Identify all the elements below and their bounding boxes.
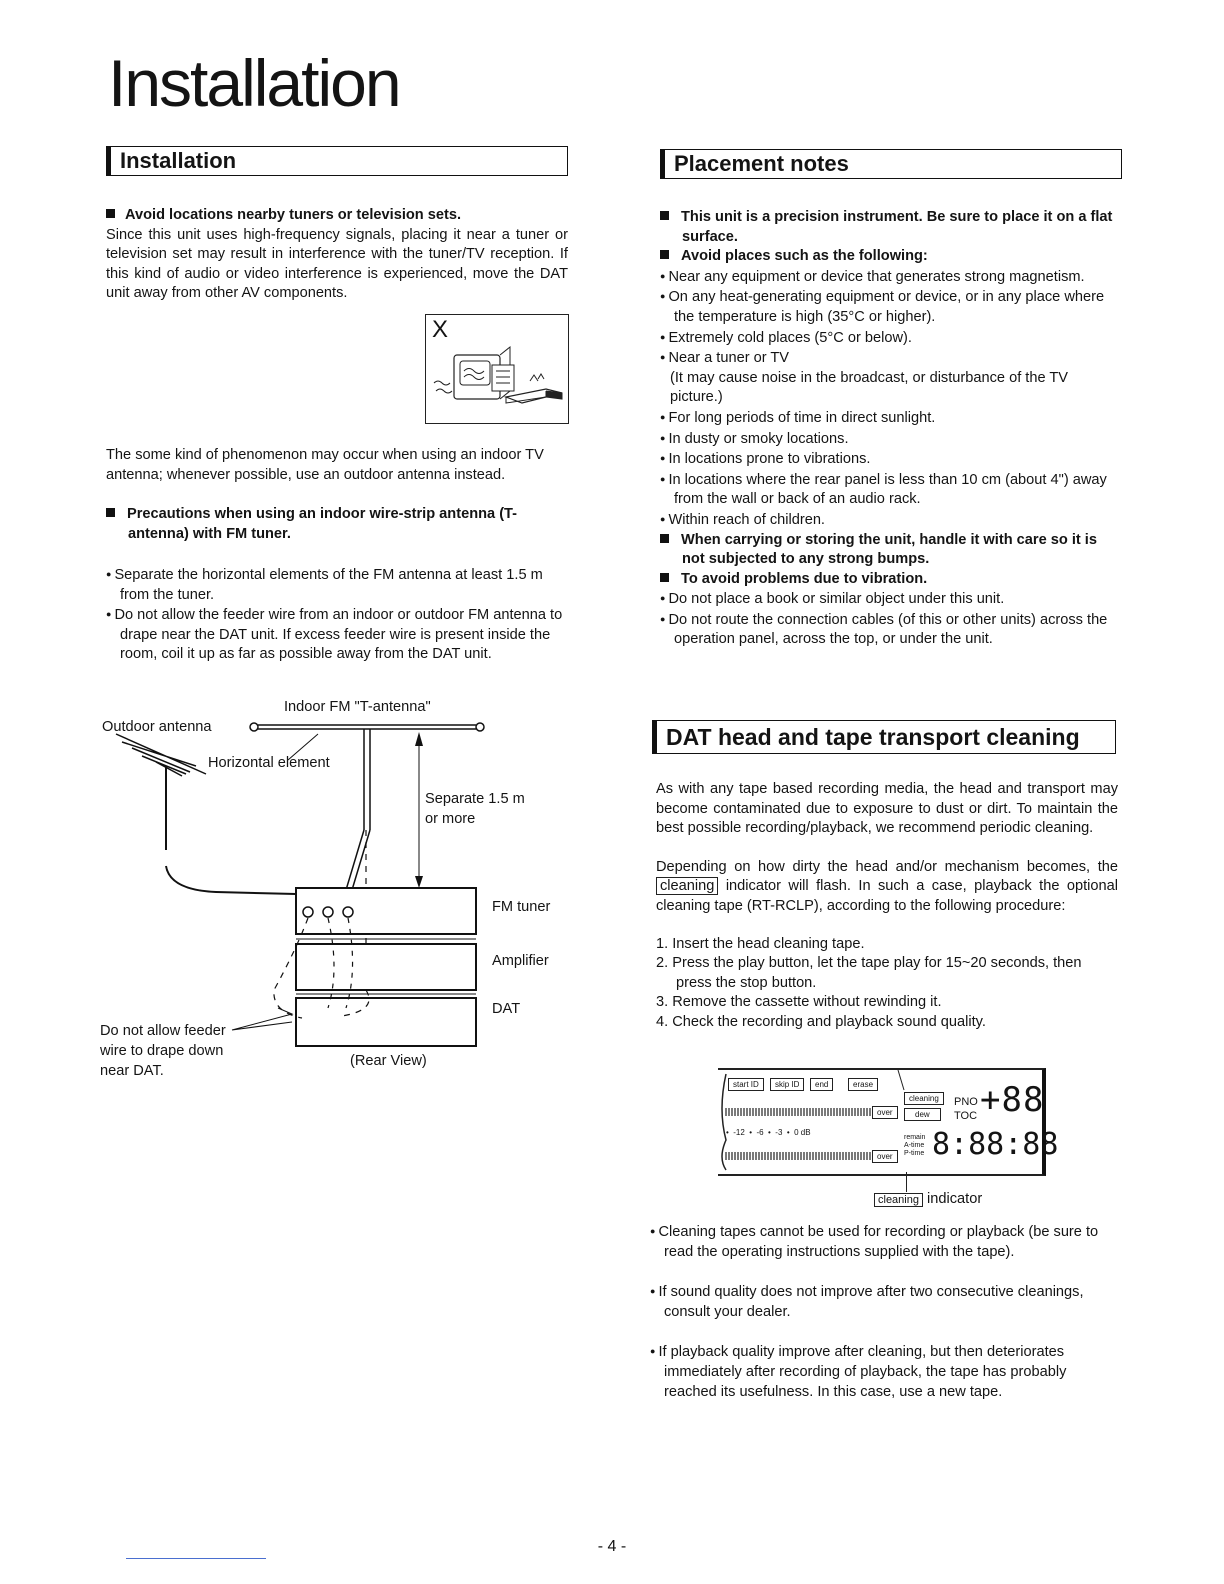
bullet-item: ● Do not route the connection cables (of this or other units) across the operation panel, across the top, or under the unit. xyxy=(660,610,1122,650)
track-number-display: +88 xyxy=(980,1080,1045,1120)
step-item: 4. Check the recording and playback sound quality. xyxy=(656,1013,986,1030)
indoor-antenna-note: The some kind of phenomenon may occur when using an indoor TV antenna; whenever possible, use an outdoor antenna instead. xyxy=(106,447,544,483)
dew-tag: dew xyxy=(904,1108,941,1121)
toc-label: TOC xyxy=(954,1110,978,1122)
cleaning-heading: DAT head and tape transport cleaning xyxy=(652,720,1116,754)
cleaning-para-2: Depending on how dirty the head and/or mechanism becomes, the cleaning indicator will flash. In such a case, playback the optional cleaning tape (RT-RCLP), according to the following procedure: xyxy=(656,858,1118,914)
bullet-item: ● Separate the horizontal elements of the FM antenna at least 1.5 m from the tuner. xyxy=(106,565,568,605)
p-time-label: P-time xyxy=(904,1150,925,1157)
indicator-pointer-line xyxy=(906,1172,907,1192)
cleaning-indicator-tag: cleaning xyxy=(874,1193,923,1207)
separate-label-1: Separate 1.5 m xyxy=(425,791,525,807)
cleaning-para-1: As with any tape based recording media, the head and transport may become contaminated due to exposure to dust or dirt. To maintain the best possible recording/playback, we recommend periodic cleaning. xyxy=(656,781,1118,837)
time-display: 8:88:88 xyxy=(932,1127,1059,1162)
bullet-item: ● Near any equipment or device that generates strong magnetism. xyxy=(660,267,1122,288)
placement-item-3: When carrying or storing the unit, handle it with care so it is not subjected to any strong bumps. xyxy=(660,531,1122,570)
erase-tag: erase xyxy=(848,1078,878,1091)
x-mark-icon: X xyxy=(432,316,449,343)
separate-label-2: or more xyxy=(425,811,476,827)
cleaning-steps xyxy=(656,935,1118,1033)
bullet-item: ● In locations prone to vibrations. xyxy=(660,449,1122,470)
cleaning-display-tag: cleaning xyxy=(904,1092,944,1105)
db-scale: • -12 • -6 • -3 • 0 dB xyxy=(726,1128,811,1137)
horizontal-element-label: Horizontal element xyxy=(208,755,330,771)
tv-interference-illustration xyxy=(425,314,569,424)
indicator-label: indicator xyxy=(927,1191,983,1207)
page-number: - 4 - xyxy=(597,1538,627,1555)
feeder-label-1: Do not allow feeder xyxy=(100,1023,226,1039)
bullet-item: ● Near a tuner or TV xyxy=(660,348,1122,369)
placement-item-4: To avoid problems due to vibration. xyxy=(660,570,1122,590)
end-tag: end xyxy=(810,1078,833,1091)
item-title: Avoid locations nearby tuners or television sets. xyxy=(106,206,568,226)
feeder-label-3: near DAT. xyxy=(100,1063,164,1079)
dat-display-panel xyxy=(718,1068,1059,1176)
tv-and-deck-drawing xyxy=(426,315,568,423)
step-item: 2. Press the play button, let the tape play for 15~20 seconds, then press the stop button. xyxy=(656,955,1082,991)
a-time-label: A-time xyxy=(904,1142,925,1149)
bullet-item: ● In dusty or smoky locations. xyxy=(660,429,1122,450)
outdoor-antenna-label: Outdoor antenna xyxy=(102,719,212,735)
cleaning-tag: cleaning xyxy=(656,877,718,895)
bullet-item: ● Within reach of children. xyxy=(660,510,1122,531)
square-bullet-icon xyxy=(660,211,669,220)
fm-tuner-label: FM tuner xyxy=(492,899,551,915)
placement-item-1: This unit is a precision instrument. Be sure to place it on a flat surface. xyxy=(660,208,1122,247)
feeder-label-2: wire to drape down xyxy=(100,1043,224,1059)
start-id-tag: start ID xyxy=(728,1078,764,1091)
page-title: Installation xyxy=(108,46,400,120)
cleaning-section xyxy=(656,780,1118,1033)
bullet-item: ● In locations where the rear panel is less than 10 cm (about 4") away from the wall or back of an audio rack. xyxy=(660,470,1122,510)
footer-rule xyxy=(126,1558,266,1559)
square-bullet-icon xyxy=(106,508,115,517)
square-bullet-icon xyxy=(660,250,669,259)
installation-bullets xyxy=(106,565,568,665)
installation-item-1 xyxy=(106,206,568,304)
over-tag-bottom: over xyxy=(872,1150,898,1163)
bullet-item: ● Extremely cold places (5°C or below). xyxy=(660,328,1122,349)
step-item: 3. Remove the cassette without rewinding it. xyxy=(656,994,942,1011)
square-bullet-icon xyxy=(660,534,669,543)
cleaning-notes xyxy=(650,1222,1116,1402)
remain-label: remain xyxy=(904,1134,926,1141)
note-item: ● Cleaning tapes cannot be used for recording or playback (be sure to read the operating instructions supplied with the tape). xyxy=(650,1222,1116,1262)
installation-item-2 xyxy=(106,505,568,544)
skip-id-tag: skip ID xyxy=(770,1078,804,1091)
placement-notes xyxy=(660,208,1122,650)
amplifier-label: Amplifier xyxy=(492,953,549,969)
rear-view-label: (Rear View) xyxy=(350,1053,427,1069)
placement-item-2: Avoid places such as the following: xyxy=(660,247,1122,267)
cleaning-indicator-caption xyxy=(874,1190,982,1211)
square-bullet-icon xyxy=(106,209,115,218)
step-item: 1. Insert the head cleaning tape. xyxy=(656,935,865,952)
dat-label: DAT xyxy=(492,1001,521,1017)
item-body: Since this unit uses high-frequency signals, placing it near a tuner or television set may result in interference with the tuner/TV reception. If this kind of audio or video interference is experienced, move the DAT unit away from other AV components. xyxy=(106,226,568,302)
item-title: Precautions when using an indoor wire-strip antenna (T-antenna) with FM tuner. xyxy=(106,505,568,544)
bullet-item: ● Do not allow the feeder wire from an indoor or outdoor FM antenna to drape near the DAT unit. If excess feeder wire is present inside the room, coil it up as far as possible away from the DAT unit. xyxy=(106,605,568,665)
note-item: ● If playback quality improve after cleaning, but then deteriorates immediately after recording of playback, the tape has probably reached its usefulness. In this case, use a new tape. xyxy=(650,1342,1116,1402)
indoor-fm-label: Indoor FM "T-antenna" xyxy=(284,699,431,715)
bullet-item: ● Do not place a book or similar object under this unit. xyxy=(660,589,1122,610)
bullet-item: ● On any heat-generating equipment or device, or in any place where the temperature is high (35°C or higher). xyxy=(660,287,1122,327)
tv-note: (It may cause noise in the broadcast, or disturbance of the TV picture.) xyxy=(670,369,1069,406)
placement-heading: Placement notes xyxy=(660,149,1122,179)
square-bullet-icon xyxy=(660,573,669,582)
installation-heading: Installation xyxy=(106,146,568,176)
note-item: ● If sound quality does not improve after two consecutive cleanings, consult your dealer. xyxy=(650,1282,1116,1322)
antenna-diagram xyxy=(96,690,576,1090)
over-tag-top: over xyxy=(872,1106,898,1119)
pno-label: PNO xyxy=(954,1096,978,1108)
bullet-item: ● For long periods of time in direct sunlight. xyxy=(660,408,1122,429)
